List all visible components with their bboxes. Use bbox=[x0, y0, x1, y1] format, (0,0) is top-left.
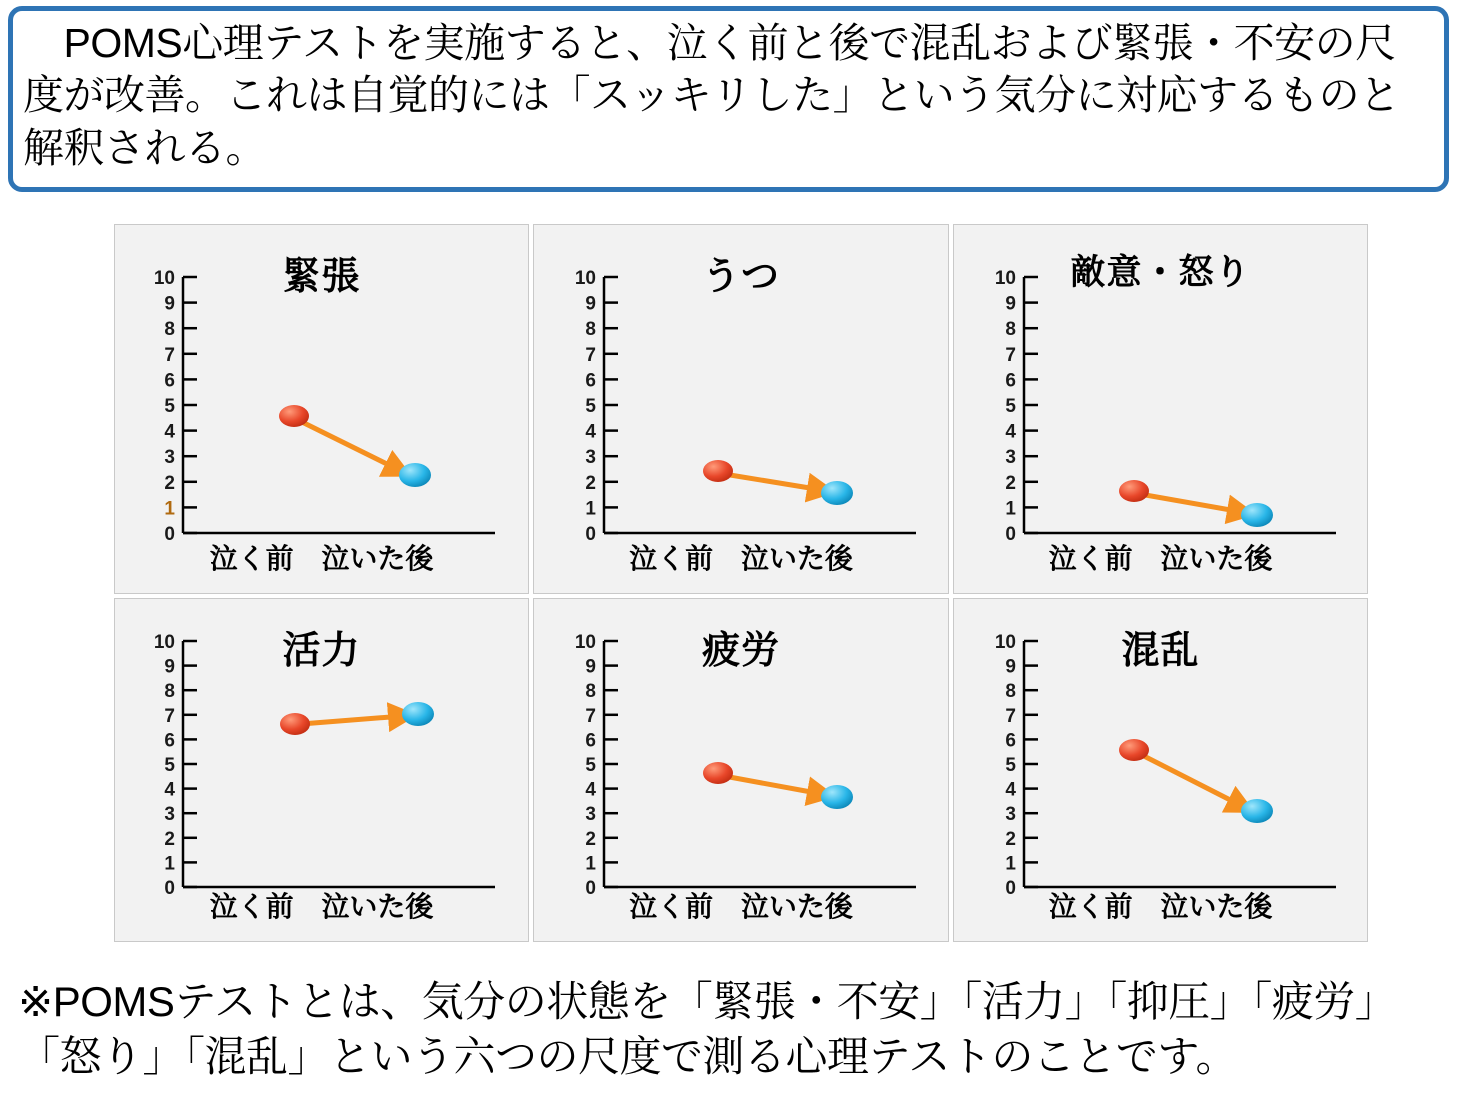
svg-text:7: 7 bbox=[1005, 344, 1016, 366]
x-axis-labels bbox=[954, 537, 1367, 577]
chart-panel-tension bbox=[114, 224, 529, 594]
svg-text:2: 2 bbox=[164, 828, 175, 850]
svg-text:5: 5 bbox=[585, 755, 596, 776]
point-before bbox=[280, 713, 310, 735]
chart-grid bbox=[112, 222, 1370, 970]
y-axis-labels bbox=[575, 632, 597, 899]
svg-text:4: 4 bbox=[1005, 779, 1016, 801]
svg-text:5: 5 bbox=[1005, 755, 1016, 776]
point-after bbox=[402, 702, 434, 726]
x-axis-labels bbox=[954, 885, 1367, 925]
y-axis-ticks bbox=[1024, 277, 1336, 533]
chart-title: 疲労 bbox=[701, 630, 780, 672]
x-label-before: 泣く前 bbox=[629, 543, 714, 574]
point-before bbox=[1119, 480, 1149, 502]
x-axis-labels bbox=[534, 537, 948, 577]
y-axis-ticks bbox=[1024, 641, 1336, 887]
chart-title: うつ bbox=[701, 256, 780, 298]
svg-text:9: 9 bbox=[585, 656, 596, 678]
svg-text:3: 3 bbox=[164, 447, 175, 469]
point-after bbox=[821, 481, 853, 505]
y-axis-labels bbox=[995, 268, 1017, 545]
svg-text:5: 5 bbox=[585, 396, 596, 417]
svg-text:4: 4 bbox=[1005, 421, 1016, 443]
svg-text:8: 8 bbox=[1005, 681, 1016, 703]
svg-text:8: 8 bbox=[1005, 319, 1016, 341]
svg-text:8: 8 bbox=[585, 681, 596, 703]
svg-text:0: 0 bbox=[164, 524, 175, 545]
svg-text:6: 6 bbox=[585, 730, 596, 752]
x-label-after: 泣いた後 bbox=[740, 543, 853, 574]
svg-text:2: 2 bbox=[1005, 472, 1016, 494]
svg-text:4: 4 bbox=[164, 779, 175, 801]
svg-text:4: 4 bbox=[164, 421, 175, 443]
trend-arrow bbox=[1140, 754, 1242, 806]
x-label-after: 泣いた後 bbox=[740, 891, 853, 922]
svg-text:1: 1 bbox=[1005, 853, 1016, 875]
point-after bbox=[1241, 799, 1273, 823]
chart-panel-confusion bbox=[953, 598, 1368, 942]
svg-text:6: 6 bbox=[1005, 730, 1016, 752]
point-after bbox=[821, 785, 853, 809]
svg-text:8: 8 bbox=[164, 681, 175, 703]
svg-text:10: 10 bbox=[153, 632, 175, 653]
svg-text:6: 6 bbox=[1005, 370, 1016, 392]
trend-arrow bbox=[724, 776, 822, 794]
x-label-after: 泣いた後 bbox=[321, 543, 434, 574]
svg-text:6: 6 bbox=[164, 370, 175, 392]
y-axis-ticks bbox=[604, 277, 916, 533]
chart-panel-vigor bbox=[114, 598, 529, 942]
svg-text:3: 3 bbox=[585, 804, 596, 826]
x-label-after: 泣いた後 bbox=[1160, 891, 1273, 922]
svg-text:9: 9 bbox=[1005, 293, 1016, 315]
svg-text:9: 9 bbox=[585, 293, 596, 315]
svg-text:6: 6 bbox=[585, 370, 596, 392]
svg-text:0: 0 bbox=[1005, 524, 1016, 545]
trend-arrow bbox=[1140, 494, 1242, 512]
x-label-before: 泣く前 bbox=[1048, 891, 1133, 922]
y-axis-ticks bbox=[604, 641, 916, 887]
x-label-before: 泣く前 bbox=[629, 891, 714, 922]
chart-title: 混乱 bbox=[1121, 630, 1200, 672]
svg-text:2: 2 bbox=[585, 828, 596, 850]
chart-title: 緊張 bbox=[282, 256, 361, 298]
svg-text:7: 7 bbox=[164, 344, 175, 366]
svg-text:7: 7 bbox=[585, 705, 596, 727]
point-after bbox=[1241, 503, 1273, 527]
x-axis-labels bbox=[534, 885, 948, 925]
x-axis-labels bbox=[115, 885, 528, 925]
svg-text:4: 4 bbox=[585, 421, 596, 443]
callout-text: POMS心理テストを実施すると、泣く前と後で混乱および緊張・不安の尺度が改善。これは自覚的には「スッキリした」という気分に対応するものと解釈される。 bbox=[23, 20, 1400, 171]
svg-text:5: 5 bbox=[164, 755, 175, 776]
svg-text:1: 1 bbox=[585, 853, 596, 875]
point-before bbox=[703, 460, 733, 482]
svg-text:5: 5 bbox=[1005, 396, 1016, 417]
y-axis-ticks bbox=[183, 277, 495, 533]
chart-panel-anger bbox=[953, 224, 1368, 594]
svg-text:7: 7 bbox=[1005, 705, 1016, 727]
svg-text:10: 10 bbox=[994, 268, 1016, 289]
trend-arrow bbox=[724, 474, 822, 490]
y-axis-labels bbox=[575, 268, 597, 545]
y-axis-ticks bbox=[183, 641, 495, 887]
chart-title: 活力 bbox=[282, 630, 361, 672]
point-after bbox=[399, 463, 431, 487]
svg-text:1: 1 bbox=[164, 498, 175, 520]
svg-text:7: 7 bbox=[585, 344, 596, 366]
chart-title: 敵意・怒り bbox=[1070, 253, 1251, 292]
chart-panel-depression bbox=[533, 224, 949, 594]
x-label-after: 泣いた後 bbox=[1160, 543, 1273, 574]
svg-text:9: 9 bbox=[164, 293, 175, 315]
x-label-before: 泣く前 bbox=[209, 891, 294, 922]
svg-text:0: 0 bbox=[1005, 878, 1016, 899]
chart-panel-fatigue bbox=[533, 598, 949, 942]
svg-text:7: 7 bbox=[164, 705, 175, 727]
svg-text:1: 1 bbox=[585, 498, 596, 520]
footnote-text: ※POMSテストとは、気分の状態を「緊張・不安」「活力」「抑圧」「疲労」「怒り」「混乱」という六つの尺度で測る心理テストのことです。 bbox=[18, 978, 1397, 1080]
trend-arrow bbox=[300, 421, 399, 470]
svg-text:10: 10 bbox=[574, 268, 596, 289]
svg-text:10: 10 bbox=[574, 632, 596, 653]
trend-arrow bbox=[301, 716, 403, 724]
x-label-before: 泣く前 bbox=[209, 543, 294, 574]
svg-text:3: 3 bbox=[164, 804, 175, 826]
footnote bbox=[18, 975, 1448, 1084]
svg-text:3: 3 bbox=[1005, 447, 1016, 469]
svg-text:6: 6 bbox=[164, 730, 175, 752]
svg-text:3: 3 bbox=[585, 447, 596, 469]
svg-text:1: 1 bbox=[164, 853, 175, 875]
svg-text:4: 4 bbox=[585, 779, 596, 801]
svg-text:1: 1 bbox=[1005, 498, 1016, 520]
svg-text:3: 3 bbox=[1005, 804, 1016, 826]
x-axis-labels bbox=[115, 537, 528, 577]
svg-text:8: 8 bbox=[164, 319, 175, 341]
svg-text:0: 0 bbox=[585, 878, 596, 899]
svg-text:5: 5 bbox=[164, 396, 175, 417]
y-axis-labels bbox=[154, 632, 176, 899]
point-before bbox=[1119, 739, 1149, 761]
svg-text:2: 2 bbox=[585, 472, 596, 494]
svg-text:10: 10 bbox=[994, 632, 1016, 653]
x-label-after: 泣いた後 bbox=[321, 891, 434, 922]
svg-text:8: 8 bbox=[585, 319, 596, 341]
point-before bbox=[279, 405, 309, 427]
svg-text:9: 9 bbox=[164, 656, 175, 678]
svg-text:2: 2 bbox=[1005, 828, 1016, 850]
svg-text:0: 0 bbox=[585, 524, 596, 545]
svg-text:2: 2 bbox=[164, 472, 175, 494]
point-before bbox=[703, 762, 733, 784]
svg-text:10: 10 bbox=[153, 268, 175, 289]
y-axis-labels bbox=[995, 632, 1017, 899]
svg-text:9: 9 bbox=[1005, 656, 1016, 678]
y-axis-labels bbox=[154, 268, 176, 545]
x-label-before: 泣く前 bbox=[1048, 543, 1133, 574]
svg-text:0: 0 bbox=[164, 878, 175, 899]
callout-box bbox=[8, 6, 1449, 192]
